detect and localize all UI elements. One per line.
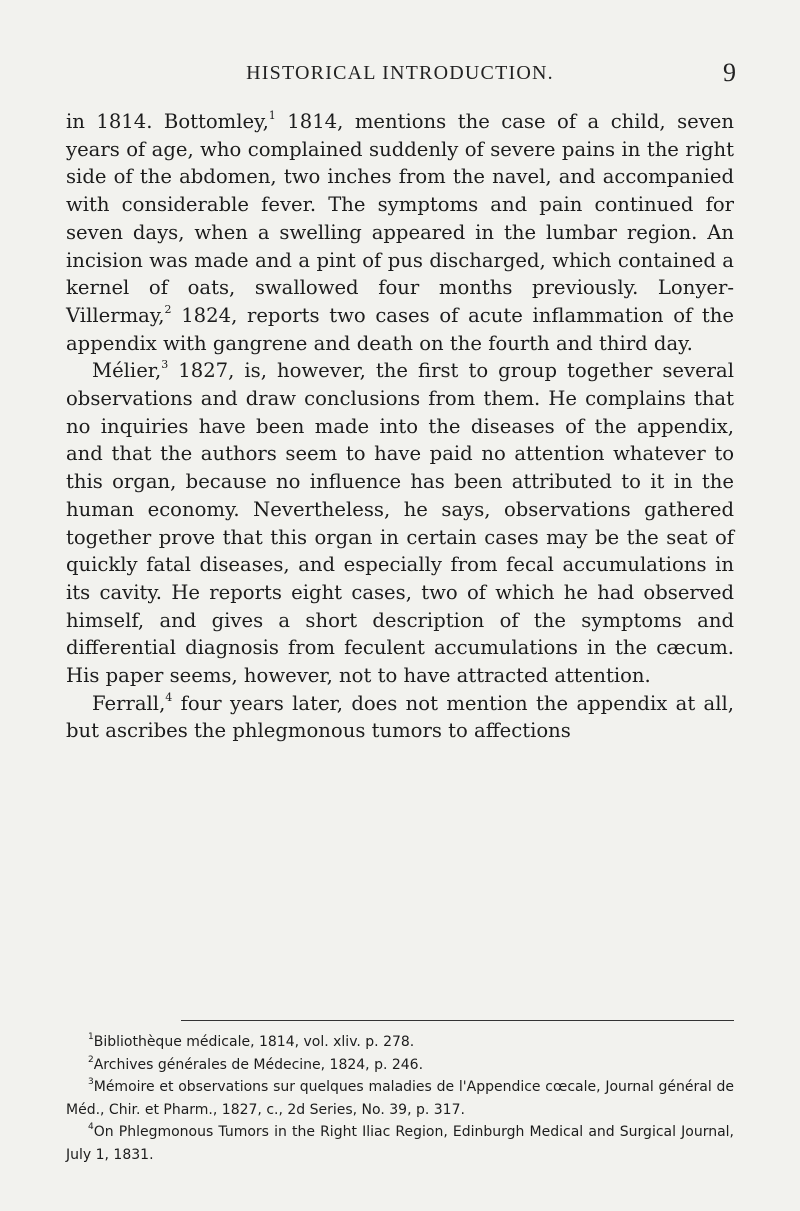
footnote-ref-2: 2 bbox=[164, 302, 172, 316]
paragraph-1 bbox=[66, 108, 734, 357]
paragraph-1-text-b: 1814, mentions the case of a child, seven years of age, who complained suddenly of severe pains in the right side of the abdomen, two inches from the navel, and accompanied with considerable fever. The symptoms and pain continued for seven days, when a swelling appeared in the lumbar region. An incision was made and a pint of pus discharged, which contained a kernel of oats, swallowed four months previously. Lonyer-Villermay, bbox=[66, 110, 735, 327]
paragraph-3-text-a: Ferrall, bbox=[92, 691, 166, 715]
footnote-1 bbox=[66, 1031, 734, 1054]
running-title: HISTORICAL INTRODUCTION. bbox=[246, 62, 554, 84]
footnotes bbox=[66, 1031, 734, 1166]
footnote-2 bbox=[66, 1054, 734, 1077]
footnote-text: On Phlegmonous Tumors in the Right Iliac Region, Edinburgh Medical and Surgical Journal, July 1, 1831. bbox=[66, 1124, 734, 1163]
footnote-ref-1: 1 bbox=[268, 109, 276, 122]
footnote-text: Archives générales de Médecine, 1824, p. 246. bbox=[93, 1056, 424, 1073]
footnote-marker: 1 bbox=[88, 1032, 94, 1042]
footnote-divider bbox=[181, 1020, 734, 1021]
paragraph-1-text-c: 1824, reports two cases of acute inflammation of the appendix with gangrene and death on the fourth and third day. bbox=[66, 303, 734, 355]
body-text bbox=[66, 108, 734, 745]
footnote-text: Bibliothèque médicale, 1814, vol. xliv. p. 278. bbox=[93, 1034, 415, 1050]
footnote-text: Mémoire et observations sur quelques maladies de l'Appendice cœcale, Journal général de Méd., Chir. et Pharm., 1827, c., 2d Series, No. 39, p. 317. bbox=[66, 1079, 734, 1118]
footnote-marker: 4 bbox=[88, 1122, 94, 1132]
paragraph-2-text-b: 1827, is, however, the first to group together several observations and draw conclusions from them. He complains that no inquiries have been made into the diseases of the appendix, and that the authors seem to have paid no attention whatever to this organ, because no influence has been attributed to it in the human economy. Nevertheless, he says, observations gathered together prove that this organ in certain cases may be the seat of quickly fatal diseases, and especially from fecal accumulations in its cavity. He reports eight cases, two of which he had observed himself, and gives a short description of the symptoms and differential diagnosis from feculent accumulations in the cæcum. His paper seems, however, not to have attracted attention. bbox=[66, 359, 734, 688]
footnote-marker: 2 bbox=[88, 1054, 94, 1065]
footnote-marker: 3 bbox=[88, 1077, 94, 1087]
footnote-4 bbox=[66, 1121, 734, 1166]
paragraph-3 bbox=[66, 690, 734, 745]
footnote-ref-3: 3 bbox=[161, 358, 169, 372]
footnote-3 bbox=[66, 1076, 734, 1121]
paragraph-2-text-a: Mélier, bbox=[92, 359, 162, 383]
page-number: 9 bbox=[723, 58, 736, 87]
paragraph-3-text-b: four years later, does not mention the appendix at all, but ascribes the phlegmonous tumors to affections bbox=[66, 691, 734, 743]
footnote-ref-4: 4 bbox=[165, 690, 173, 704]
paragraph-2 bbox=[66, 357, 734, 689]
paragraph-1-text-a: in 1814. Bottomley, bbox=[66, 110, 269, 133]
running-header bbox=[0, 58, 800, 90]
